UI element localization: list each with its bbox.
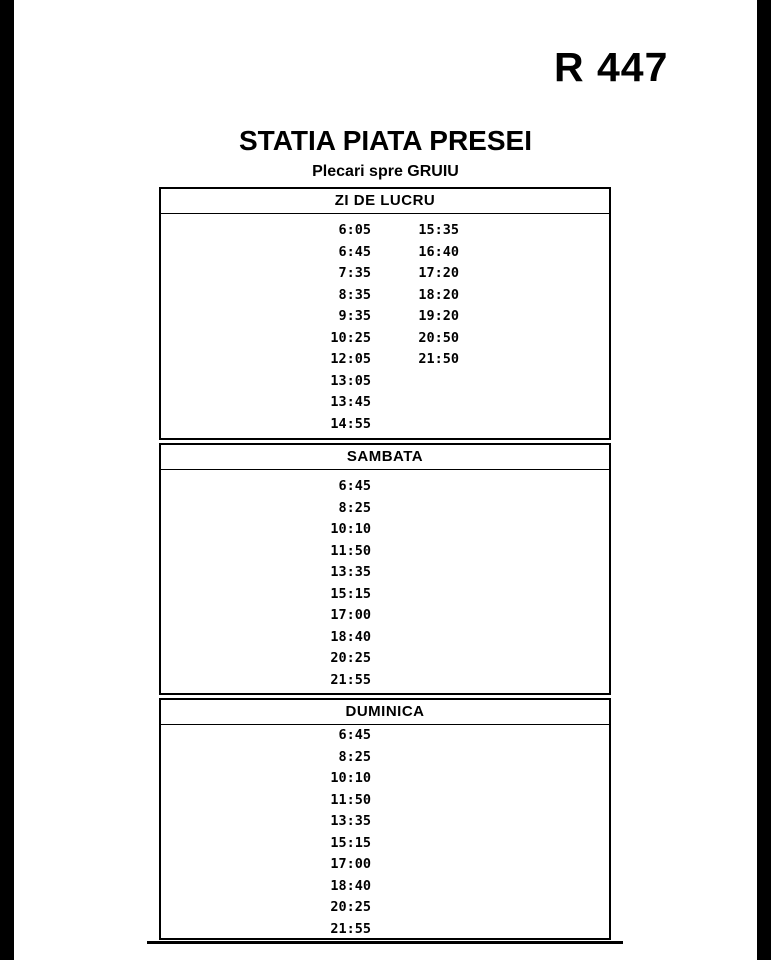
departure-time: 17:00 — [330, 856, 371, 872]
saturday-section — [159, 443, 611, 695]
section-header: DUMINICA — [161, 700, 609, 725]
departure-time: 17:20 — [418, 265, 459, 281]
direction-subtitle: Plecari spre GRUIU — [312, 163, 459, 180]
departure-time: 9:35 — [338, 308, 371, 324]
departure-time: 15:15 — [330, 834, 371, 851]
sunday-section — [159, 698, 611, 940]
section-header: SAMBATA — [161, 445, 609, 470]
departure-time: 18:40 — [330, 877, 371, 894]
departure-time: 13:05 — [330, 372, 371, 389]
departure-time: 19:20 — [418, 308, 459, 324]
departure-time: 8:25 — [338, 499, 371, 516]
departure-time: 10:25 — [330, 329, 371, 346]
section-header: ZI DE LUCRU — [161, 189, 609, 214]
departure-time: 8:25 — [338, 748, 371, 765]
departure-time: 15:15 — [330, 585, 371, 602]
departure-time: 13:45 — [330, 394, 371, 410]
departure-time: 13:35 — [330, 564, 371, 580]
departure-time: 20:25 — [330, 899, 371, 915]
station-title: STATIA PIATA PRESEI — [239, 125, 532, 156]
departure-time: 21:55 — [330, 671, 371, 688]
times-column-2 — [399, 220, 459, 371]
departure-time: 6:45 — [338, 478, 371, 494]
departure-time: 6:05 — [338, 222, 371, 238]
departure-time: 20:50 — [418, 329, 459, 346]
departure-time: 7:35 — [338, 265, 371, 281]
departure-time: 10:10 — [330, 521, 371, 537]
departure-time: 11:50 — [330, 791, 371, 808]
weekday-section — [159, 187, 611, 440]
timetable-page — [14, 0, 757, 960]
departure-time: 17:00 — [330, 607, 371, 623]
departure-time: 16:40 — [418, 243, 459, 260]
departure-time: 21:50 — [418, 351, 459, 367]
departure-time: 20:25 — [330, 650, 371, 666]
departure-time: 13:35 — [330, 813, 371, 829]
route-number: R 447 — [554, 44, 669, 90]
departure-time: 6:45 — [338, 727, 371, 743]
departure-time: 21:55 — [330, 920, 371, 937]
departure-time: 10:10 — [330, 770, 371, 786]
departure-time: 14:55 — [330, 415, 371, 432]
departure-time: 18:40 — [330, 628, 371, 645]
departure-time: 12:05 — [330, 351, 371, 367]
departure-time: 18:20 — [418, 286, 459, 303]
bottom-rule — [147, 941, 623, 944]
departure-time: 6:45 — [338, 243, 371, 260]
times-column-1 — [311, 476, 371, 691]
times-column-1 — [311, 220, 371, 435]
times-column-1 — [311, 725, 371, 940]
departure-time: 8:35 — [338, 286, 371, 303]
departure-time: 15:35 — [418, 222, 459, 238]
departure-time: 11:50 — [330, 542, 371, 559]
